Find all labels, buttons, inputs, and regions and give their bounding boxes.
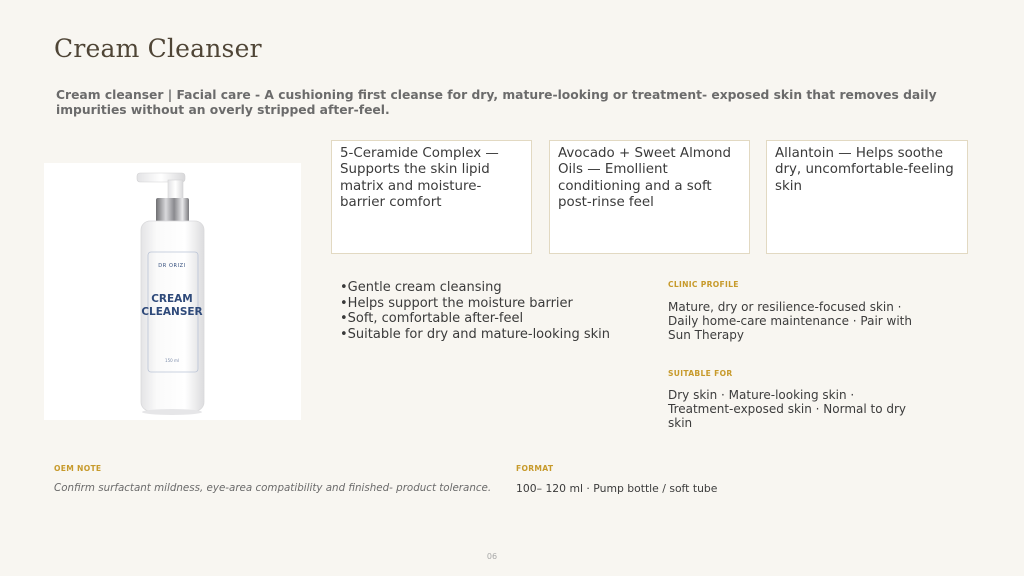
ingredient-card (766, 140, 968, 254)
bottle-volume: 150 ml (165, 358, 179, 363)
benefit-item: • Suitable for dry and mature-looking skin (340, 327, 610, 343)
clinic-profile-text: Mature, dry or resilience-focused skin · Daily home-care maintenance · Pair with Sun Therapy (668, 300, 912, 342)
ingredient-text: Avocado + Sweet Almond Oils — Emollient conditioning and a soft post-rinse feel (558, 146, 732, 210)
suitable-for-label: SUITABLE FOR (668, 369, 733, 378)
ingredient-text: Allantoin — Helps soothe dry, uncomfortable-feeling skin (775, 146, 954, 194)
ingredient-card (549, 140, 750, 254)
page-subtitle: Cream cleanser | Facial care - A cushioning first cleanse for dry, mature-looking or treatment- exposed skin that removes daily impurities without an overly stripped after-feel. (56, 88, 937, 117)
bottle-name-line2: CLEANSER (141, 306, 203, 318)
benefit-item: • Gentle cream cleansing (340, 280, 610, 296)
suitable-for-text: Dry skin · Mature-looking skin · Treatment-exposed skin · Normal to dry skin (668, 388, 907, 430)
ingredient-text: 5-Ceramide Complex — Supports the skin lipid matrix and moisture-barrier comfort (340, 146, 499, 210)
page-number: 06 (486, 552, 498, 561)
bottle-illustration (44, 163, 301, 420)
oem-note-text: Confirm surfactant mildness, eye-area compatibility and finished- product tolerance. (54, 482, 492, 494)
benefits-list (340, 280, 610, 342)
oem-note-label: OEM NOTE (54, 464, 102, 473)
page-title: Cream Cleanser (54, 34, 262, 63)
bottle-brand: DR ORIZI (158, 263, 186, 269)
format-label: FORMAT (516, 464, 554, 473)
format-text: 100– 120 ml · Pump bottle / soft tube (516, 482, 718, 495)
benefit-item: • Helps support the moisture barrier (340, 296, 610, 312)
clinic-profile-label: CLINIC PROFILE (668, 280, 739, 289)
benefit-item: • Soft, comfortable after-feel (340, 311, 610, 327)
bottle-name-line1: CREAM (151, 293, 193, 305)
product-image (44, 163, 301, 420)
ingredient-card (331, 140, 532, 254)
